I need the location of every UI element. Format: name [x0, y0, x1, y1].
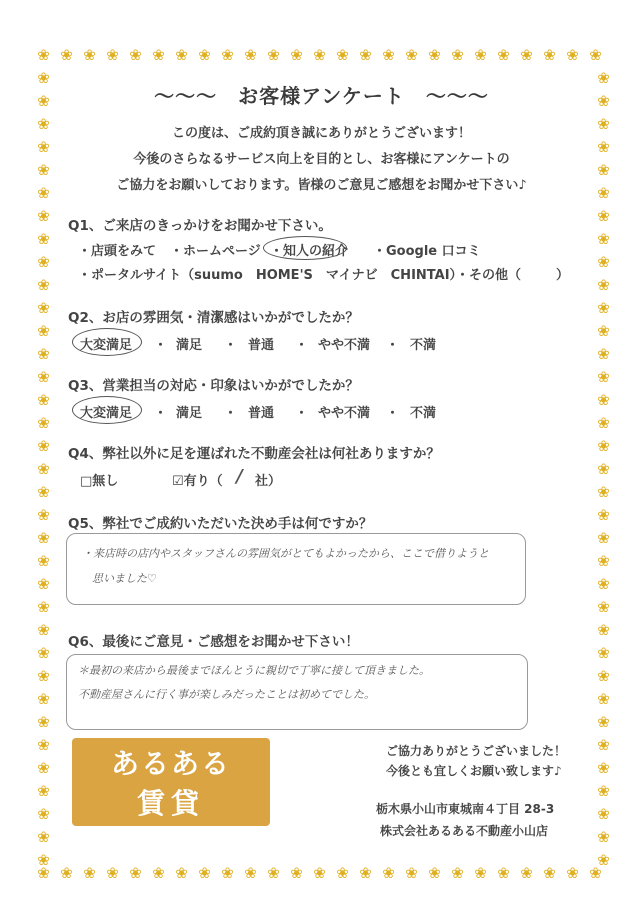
border-star-icon: ❀	[221, 864, 234, 882]
q5-answer-line-1: ・来店時の店内やスタッフさんの雰囲気がとてもよかったから、ここで借りようと	[82, 547, 489, 560]
border-star-icon: ❀	[597, 736, 610, 754]
border-star-icon: ❀	[37, 161, 50, 179]
q3-option-dissatisfied: 不満	[410, 406, 437, 421]
border-star-icon: ❀	[597, 230, 610, 248]
border-star-icon: ❀	[597, 598, 610, 616]
q1-question: Q1、ご来店のきっかけをお聞かせ下さい。	[68, 218, 332, 234]
border-star-icon: ❀	[497, 46, 510, 64]
q3-option-satisfied: 満足	[176, 406, 203, 421]
border-star-icon: ❀	[543, 46, 556, 64]
border-star-icon: ❀	[336, 864, 349, 882]
border-star-icon: ❀	[597, 161, 610, 179]
intro-line-3: ご協力をお願いしております。皆様のご意見ご感想をお聞かせ下さい♪	[116, 178, 527, 193]
border-star-icon: ❀	[597, 414, 610, 432]
border-star-icon: ❀	[37, 322, 50, 340]
intro-line-2: 今後のさらなるサービス向上を目的とし、お客様にアンケートの	[133, 152, 510, 167]
logo-text-bottom: 賃貸	[136, 787, 205, 820]
border-star-icon: ❀	[597, 644, 610, 662]
border-star-icon: ❀	[129, 864, 142, 882]
border-star-icon: ❀	[175, 864, 188, 882]
company-logo	[72, 738, 270, 826]
border-star-icon: ❀	[267, 46, 280, 64]
border-star-icon: ❀	[566, 46, 579, 64]
q3-option-very-satisfied: 大変満足	[80, 406, 133, 421]
border-star-icon: ❀	[359, 46, 372, 64]
border-star-icon: ❀	[589, 864, 602, 882]
border-star-icon: ❀	[37, 598, 50, 616]
border-star-icon: ❀	[37, 713, 50, 731]
border-star-icon: ❀	[597, 506, 610, 524]
q4-question: Q4、弊社以外に足を運ばれた不動産会社は何社ありますか？	[68, 446, 440, 462]
border-star-icon: ❀	[313, 864, 326, 882]
border-star-icon: ❀	[37, 230, 50, 248]
closing-thanks: ご協力ありがとうございました！	[386, 744, 567, 758]
border-star-icon: ❀	[336, 46, 349, 64]
border-star-icon: ❀	[267, 864, 280, 882]
border-star-icon: ❀	[37, 552, 50, 570]
closing-regards: 今後とも宜しくお願い致します♪	[386, 764, 562, 778]
q1-selected-circle	[263, 236, 347, 260]
border-star-icon: ❀	[37, 759, 50, 777]
q4-option-yes: ☑有り（	[172, 474, 223, 489]
q4-count: /	[236, 466, 243, 487]
border-star-icon: ❀	[37, 864, 50, 882]
border-star-icon: ❀	[497, 864, 510, 882]
q3-question: Q3、営業担当の対応・印象はいかがでしたか？	[68, 378, 359, 394]
border-star-icon: ❀	[37, 92, 50, 110]
border-star-icon: ❀	[597, 713, 610, 731]
company-name: 株式会社あるある不動産小山店	[380, 824, 549, 838]
border-star-icon: ❀	[37, 575, 50, 593]
border-star-icon: ❀	[597, 460, 610, 478]
border-star-icon: ❀	[37, 851, 50, 869]
q4-suffix: 社）	[255, 474, 282, 489]
border-star-icon: ❀	[597, 115, 610, 133]
border-star-icon: ❀	[37, 667, 50, 685]
border-star-icon: ❀	[221, 46, 234, 64]
border-star-icon: ❀	[37, 460, 50, 478]
border-star-icon: ❀	[597, 92, 610, 110]
border-star-icon: ❀	[597, 552, 610, 570]
border-star-icon: ❀	[451, 864, 464, 882]
border-star-icon: ❀	[597, 667, 610, 685]
border-star-icon: ❀	[198, 864, 211, 882]
border-star-icon: ❀	[520, 46, 533, 64]
border-star-icon: ❀	[382, 46, 395, 64]
border-star-icon: ❀	[244, 864, 257, 882]
border-star-icon: ❀	[597, 759, 610, 777]
border-star-icon: ❀	[37, 184, 50, 202]
border-star-icon: ❀	[175, 46, 188, 64]
q5-question: Q5、弊社でご成約いただいた決め手は何ですか？	[68, 516, 373, 532]
border-star-icon: ❀	[474, 46, 487, 64]
border-star-icon: ❀	[37, 299, 50, 317]
border-star-icon: ❀	[428, 46, 441, 64]
border-star-icon: ❀	[244, 46, 257, 64]
q3-sep: ・	[154, 406, 168, 421]
border-star-icon: ❀	[152, 46, 165, 64]
q6-answer-line-1: ＊最初の来店から最後までほんとうに親切で丁寧に接して頂きました。	[78, 664, 430, 677]
border-star-icon: ❀	[37, 483, 50, 501]
border-star-icon: ❀	[428, 864, 441, 882]
border-star-icon: ❀	[83, 46, 96, 64]
border-star-icon: ❀	[152, 864, 165, 882]
border-star-icon: ❀	[597, 207, 610, 225]
border-star-icon: ❀	[37, 207, 50, 225]
border-star-icon: ❀	[597, 345, 610, 363]
border-star-icon: ❀	[37, 828, 50, 846]
border-star-icon: ❀	[37, 414, 50, 432]
border-star-icon: ❀	[106, 46, 119, 64]
q3-sep: ・	[295, 406, 309, 421]
border-star-icon: ❀	[597, 322, 610, 340]
q1-option-storefront: ・店頭をみて	[78, 244, 157, 259]
border-star-icon: ❀	[313, 46, 326, 64]
border-star-icon: ❀	[37, 805, 50, 823]
q2-sep: ・	[154, 338, 168, 353]
border-star-icon: ❀	[37, 46, 50, 64]
border-star-icon: ❀	[597, 621, 610, 639]
border-star-icon: ❀	[589, 46, 602, 64]
border-star-icon: ❀	[106, 864, 119, 882]
q2-option-dissatisfied: 不満	[410, 338, 437, 353]
q2-option-dissatisfied-slightly: やや不満	[318, 338, 371, 353]
q1-option-google: ・Google 口コミ	[373, 244, 481, 259]
q5-answer-line-2: 思いました♡	[92, 572, 157, 585]
border-star-icon: ❀	[405, 864, 418, 882]
border-star-icon: ❀	[37, 529, 50, 547]
q2-sep: ・	[295, 338, 309, 353]
border-star-icon: ❀	[37, 253, 50, 271]
border-star-icon: ❀	[597, 690, 610, 708]
company-address: 栃木県小山市東城南４丁目 28-3	[376, 802, 555, 816]
q1-option-other-close: ）	[556, 268, 570, 283]
q2-sep: ・	[386, 338, 400, 353]
q3-option-dissatisfied-slightly: やや不満	[318, 406, 371, 421]
border-star-icon: ❀	[359, 864, 372, 882]
border-star-icon: ❀	[60, 864, 73, 882]
border-star-icon: ❀	[290, 46, 303, 64]
border-star-icon: ❀	[405, 46, 418, 64]
border-star-icon: ❀	[37, 115, 50, 133]
border-star-icon: ❀	[597, 437, 610, 455]
border-star-icon: ❀	[83, 864, 96, 882]
border-star-icon: ❀	[290, 864, 303, 882]
border-star-icon: ❀	[37, 690, 50, 708]
q3-selected-circle	[72, 396, 142, 424]
border-star-icon: ❀	[597, 805, 610, 823]
border-star-icon: ❀	[597, 782, 610, 800]
q2-selected-circle	[72, 328, 142, 356]
border-star-icon: ❀	[451, 46, 464, 64]
border-star-icon: ❀	[597, 483, 610, 501]
border-star-icon: ❀	[597, 575, 610, 593]
border-star-icon: ❀	[37, 644, 50, 662]
border-star-icon: ❀	[129, 46, 142, 64]
q4-option-none: □無し	[80, 474, 119, 489]
border-star-icon: ❀	[543, 864, 556, 882]
border-star-icon: ❀	[597, 529, 610, 547]
border-star-icon: ❀	[37, 345, 50, 363]
border-star-icon: ❀	[597, 184, 610, 202]
border-star-icon: ❀	[37, 276, 50, 294]
q2-option-very-satisfied: 大変満足	[80, 338, 133, 353]
border-star-icon: ❀	[37, 391, 50, 409]
q2-sep: ・	[224, 338, 238, 353]
border-star-icon: ❀	[597, 253, 610, 271]
q3-option-neutral: 普通	[248, 406, 275, 421]
q2-option-neutral: 普通	[248, 338, 275, 353]
border-star-icon: ❀	[474, 864, 487, 882]
border-star-icon: ❀	[597, 851, 610, 869]
q3-sep: ・	[386, 406, 400, 421]
border-star-icon: ❀	[597, 391, 610, 409]
border-star-icon: ❀	[382, 864, 395, 882]
border-star-icon: ❀	[37, 621, 50, 639]
q6-answer-line-2: 不動産屋さんに行く事が楽しみだったことは初めてでした。	[78, 688, 375, 701]
border-star-icon: ❀	[597, 828, 610, 846]
border-star-icon: ❀	[597, 138, 610, 156]
q5-answer-box	[66, 533, 526, 605]
q1-option-portal: ・ポータルサイト（suumo HOME'S マイナビ CHINTAI）・その他（	[78, 268, 522, 283]
border-star-icon: ❀	[597, 276, 610, 294]
q3-sep: ・	[224, 406, 238, 421]
border-star-icon: ❀	[37, 736, 50, 754]
border-star-icon: ❀	[597, 299, 610, 317]
border-star-icon: ❀	[597, 69, 610, 87]
intro-line-1: この度は、ご成約頂き誠にありがとうございます！	[171, 126, 471, 141]
border-star-icon: ❀	[566, 864, 579, 882]
border-star-icon: ❀	[37, 138, 50, 156]
border-star-icon: ❀	[37, 437, 50, 455]
survey-title: ～～～ お客様アンケート ～～～	[154, 84, 489, 108]
q2-question: Q2、お店の雰囲気・清潔感はいかがでしたか？	[68, 310, 359, 326]
q6-question: Q6、最後にご意見・ご感想をお聞かせ下さい！	[68, 634, 359, 650]
border-star-icon: ❀	[37, 368, 50, 386]
border-star-icon: ❀	[37, 782, 50, 800]
q2-option-satisfied: 満足	[176, 338, 203, 353]
border-star-icon: ❀	[520, 864, 533, 882]
border-star-icon: ❀	[37, 506, 50, 524]
q1-option-homepage: ・ホームページ	[170, 244, 261, 259]
logo-text-top: あるある	[110, 747, 231, 780]
q1-option-referral: ・知人の紹介	[270, 244, 349, 259]
border-star-icon: ❀	[597, 368, 610, 386]
border-star-icon: ❀	[37, 69, 50, 87]
border-star-icon: ❀	[198, 46, 211, 64]
border-star-icon: ❀	[60, 46, 73, 64]
